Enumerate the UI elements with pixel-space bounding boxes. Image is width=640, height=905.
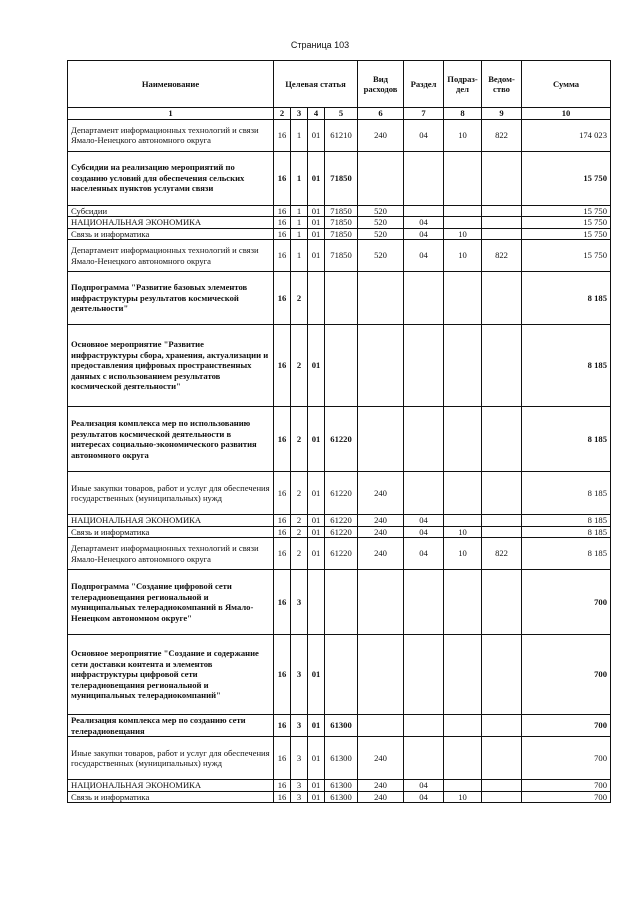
cell-target-code — [325, 570, 358, 635]
cell-target-program: 16 — [274, 119, 291, 151]
table-row — [68, 151, 611, 205]
table-row — [68, 272, 611, 325]
cell-target-code: 61220 — [325, 407, 358, 472]
cell-target-subprogram: 3 — [291, 737, 308, 780]
cell-subsection: 10 — [444, 538, 482, 570]
cell-department — [482, 151, 522, 205]
cell-target-event: 01 — [308, 515, 325, 527]
cell-expense-type — [358, 570, 404, 635]
table-row — [68, 217, 611, 229]
cell-target-event: 01 — [308, 205, 325, 217]
cell-target-subprogram: 2 — [291, 272, 308, 325]
cell-section: 04 — [404, 228, 444, 240]
cell-department — [482, 780, 522, 792]
table-row — [68, 791, 611, 803]
cell-subsection — [444, 635, 482, 715]
cell-target-subprogram: 2 — [291, 325, 308, 407]
header-row — [68, 61, 611, 108]
header-subsection: Подраз-дел — [444, 61, 482, 108]
cell-target-event: 01 — [308, 791, 325, 803]
cell-target-program: 16 — [274, 272, 291, 325]
cell-subsection — [444, 217, 482, 229]
cell-target-code: 61300 — [325, 737, 358, 780]
cell-target-subprogram: 3 — [291, 635, 308, 715]
cell-name: Иные закупки товаров, работ и услуг для обеспечения государственных (муниципальных) нужд — [68, 737, 274, 780]
table-row — [68, 515, 611, 527]
cell-expense-type — [358, 272, 404, 325]
header-sum: Сумма — [522, 61, 611, 108]
cell-department — [482, 205, 522, 217]
cell-target-subprogram: 1 — [291, 151, 308, 205]
cell-name: Подпрограмма "Развитие базовых элементов инфраструктуры результатов космической деятельности" — [68, 272, 274, 325]
cell-department — [482, 526, 522, 538]
cell-department — [482, 515, 522, 527]
cell-section: 04 — [404, 526, 444, 538]
cell-section — [404, 272, 444, 325]
cell-target-code: 71850 — [325, 240, 358, 272]
cell-sum: 8 185 — [522, 472, 611, 515]
cell-name: Субсидии — [68, 205, 274, 217]
cell-name: Связь и информатика — [68, 791, 274, 803]
cell-target-event: 01 — [308, 526, 325, 538]
cell-name: Департамент информационных технологий и связи Ямало-Ненецкого автономного округа — [68, 240, 274, 272]
column-index: 3 — [291, 108, 308, 120]
cell-sum: 8 185 — [522, 515, 611, 527]
cell-name: Основное мероприятие "Развитие инфраструктуры сбора, хранения, актуализации и предоставления цифровых пространственных данных с использованием результатов космической деятельности" — [68, 325, 274, 407]
table-row — [68, 715, 611, 737]
cell-expense-type: 520 — [358, 240, 404, 272]
cell-target-program: 16 — [274, 472, 291, 515]
cell-target-subprogram: 1 — [291, 228, 308, 240]
cell-target-event: 01 — [308, 472, 325, 515]
cell-target-code: 71850 — [325, 228, 358, 240]
cell-subsection: 10 — [444, 240, 482, 272]
cell-department — [482, 570, 522, 635]
cell-target-event: 01 — [308, 151, 325, 205]
cell-target-program: 16 — [274, 780, 291, 792]
cell-sum: 700 — [522, 791, 611, 803]
cell-subsection — [444, 472, 482, 515]
table-row — [68, 228, 611, 240]
cell-target-program: 16 — [274, 791, 291, 803]
cell-section: 04 — [404, 240, 444, 272]
column-index: 2 — [274, 108, 291, 120]
cell-subsection: 10 — [444, 228, 482, 240]
cell-target-event: 01 — [308, 538, 325, 570]
cell-expense-type — [358, 407, 404, 472]
cell-target-subprogram: 2 — [291, 538, 308, 570]
cell-target-program: 16 — [274, 570, 291, 635]
cell-target-program: 16 — [274, 151, 291, 205]
cell-target-program: 16 — [274, 407, 291, 472]
table-row — [68, 570, 611, 635]
cell-target-program: 16 — [274, 325, 291, 407]
cell-target-subprogram: 3 — [291, 715, 308, 737]
cell-subsection — [444, 715, 482, 737]
cell-section: 04 — [404, 515, 444, 527]
cell-target-code: 61220 — [325, 526, 358, 538]
cell-sum: 15 750 — [522, 217, 611, 229]
cell-target-program: 16 — [274, 240, 291, 272]
cell-subsection — [444, 325, 482, 407]
column-index: 8 — [444, 108, 482, 120]
table-row — [68, 780, 611, 792]
cell-sum: 15 750 — [522, 228, 611, 240]
table-row — [68, 472, 611, 515]
cell-target-event: 01 — [308, 325, 325, 407]
header-section: Раздел — [404, 61, 444, 108]
cell-target-subprogram: 2 — [291, 515, 308, 527]
cell-target-program: 16 — [274, 228, 291, 240]
cell-target-code: 71850 — [325, 205, 358, 217]
table-row — [68, 240, 611, 272]
cell-department — [482, 272, 522, 325]
cell-subsection — [444, 737, 482, 780]
cell-target-code: 61220 — [325, 538, 358, 570]
cell-expense-type: 240 — [358, 526, 404, 538]
cell-target-subprogram: 2 — [291, 526, 308, 538]
cell-sum: 700 — [522, 715, 611, 737]
cell-target-code — [325, 325, 358, 407]
cell-target-subprogram: 1 — [291, 217, 308, 229]
cell-expense-type: 520 — [358, 228, 404, 240]
cell-department — [482, 228, 522, 240]
cell-sum: 8 185 — [522, 526, 611, 538]
cell-target-code: 61220 — [325, 515, 358, 527]
cell-name: Подпрограмма "Создание цифровой сети телерадиовещания региональной и муниципальных телерадиокомпаний в Ямало-Ненецком автономном округе" — [68, 570, 274, 635]
cell-sum: 8 185 — [522, 407, 611, 472]
cell-target-code: 61300 — [325, 715, 358, 737]
column-index: 5 — [325, 108, 358, 120]
cell-section — [404, 151, 444, 205]
cell-target-code: 61210 — [325, 119, 358, 151]
cell-section — [404, 325, 444, 407]
cell-department — [482, 737, 522, 780]
column-index: 10 — [522, 108, 611, 120]
cell-section: 04 — [404, 217, 444, 229]
cell-name: Основное мероприятие "Создание и содержание сети доставки контента и элементов инфраструктуры цифровой сети телерадиовещания региональной и муниципальных телерадиокомпаний" — [68, 635, 274, 715]
cell-expense-type — [358, 635, 404, 715]
cell-target-code: 71850 — [325, 151, 358, 205]
cell-target-event: 01 — [308, 240, 325, 272]
cell-department — [482, 325, 522, 407]
cell-target-subprogram: 2 — [291, 472, 308, 515]
cell-target-program: 16 — [274, 635, 291, 715]
cell-sum: 174 023 — [522, 119, 611, 151]
cell-target-program: 16 — [274, 515, 291, 527]
cell-name: Связь и информатика — [68, 526, 274, 538]
cell-department — [482, 635, 522, 715]
cell-section — [404, 635, 444, 715]
cell-name: НАЦИОНАЛЬНАЯ ЭКОНОМИКА — [68, 515, 274, 527]
cell-target-subprogram: 3 — [291, 791, 308, 803]
cell-section — [404, 715, 444, 737]
cell-target-code: 61300 — [325, 791, 358, 803]
header-expense-type: Вид расходов — [358, 61, 404, 108]
table-row — [68, 205, 611, 217]
cell-sum: 700 — [522, 780, 611, 792]
cell-name: Связь и информатика — [68, 228, 274, 240]
cell-target-code: 61220 — [325, 472, 358, 515]
cell-target-subprogram: 1 — [291, 240, 308, 272]
header-department: Ведом-ство — [482, 61, 522, 108]
cell-subsection — [444, 570, 482, 635]
cell-sum: 15 750 — [522, 240, 611, 272]
cell-sum: 700 — [522, 635, 611, 715]
cell-expense-type: 240 — [358, 472, 404, 515]
cell-target-event: 01 — [308, 715, 325, 737]
cell-subsection — [444, 151, 482, 205]
table-row — [68, 737, 611, 780]
cell-expense-type: 240 — [358, 515, 404, 527]
cell-expense-type: 520 — [358, 217, 404, 229]
cell-target-event — [308, 272, 325, 325]
table-row — [68, 526, 611, 538]
cell-target-program: 16 — [274, 205, 291, 217]
table-row — [68, 325, 611, 407]
cell-target-subprogram: 3 — [291, 780, 308, 792]
cell-target-program: 16 — [274, 538, 291, 570]
table-row — [68, 538, 611, 570]
column-index: 9 — [482, 108, 522, 120]
cell-sum: 700 — [522, 570, 611, 635]
column-index: 4 — [308, 108, 325, 120]
cell-expense-type — [358, 715, 404, 737]
budget-table — [67, 60, 611, 803]
cell-expense-type: 520 — [358, 205, 404, 217]
cell-department — [482, 472, 522, 515]
cell-target-code: 71850 — [325, 217, 358, 229]
cell-target-subprogram: 2 — [291, 407, 308, 472]
cell-target-code — [325, 272, 358, 325]
table-row — [68, 119, 611, 151]
cell-section — [404, 472, 444, 515]
table-row — [68, 407, 611, 472]
cell-name: Субсидии на реализацию мероприятий по созданию условий для обеспечения сельских населенных пунктов услугами связи — [68, 151, 274, 205]
cell-name: Реализация комплекса мер по использованию результатов космической деятельности в интересах социально-экономического развития автономного округа — [68, 407, 274, 472]
cell-expense-type: 240 — [358, 780, 404, 792]
cell-section — [404, 205, 444, 217]
cell-target-event: 01 — [308, 119, 325, 151]
page-number-label: Страница 103 — [290, 40, 350, 50]
cell-target-subprogram: 1 — [291, 119, 308, 151]
cell-name: НАЦИОНАЛЬНАЯ ЭКОНОМИКА — [68, 780, 274, 792]
cell-department: 822 — [482, 119, 522, 151]
cell-name: НАЦИОНАЛЬНАЯ ЭКОНОМИКА — [68, 217, 274, 229]
cell-department — [482, 791, 522, 803]
column-index: 7 — [404, 108, 444, 120]
cell-name: Иные закупки товаров, работ и услуг для обеспечения государственных (муниципальных) нужд — [68, 472, 274, 515]
cell-target-program: 16 — [274, 737, 291, 780]
cell-expense-type: 240 — [358, 538, 404, 570]
cell-department — [482, 407, 522, 472]
cell-target-program: 16 — [274, 715, 291, 737]
cell-name: Департамент информационных технологий и связи Ямало-Ненецкого автономного округа — [68, 538, 274, 570]
cell-sum: 8 185 — [522, 272, 611, 325]
cell-section: 04 — [404, 119, 444, 151]
cell-sum: 8 185 — [522, 325, 611, 407]
header-name: Наименование — [68, 61, 274, 108]
column-index: 1 — [68, 108, 274, 120]
column-index: 6 — [358, 108, 404, 120]
cell-target-event: 01 — [308, 737, 325, 780]
cell-target-subprogram: 3 — [291, 570, 308, 635]
cell-department — [482, 715, 522, 737]
cell-sum: 700 — [522, 737, 611, 780]
cell-section — [404, 737, 444, 780]
cell-section: 04 — [404, 791, 444, 803]
cell-subsection — [444, 272, 482, 325]
cell-expense-type: 240 — [358, 737, 404, 780]
cell-expense-type: 240 — [358, 119, 404, 151]
cell-section: 04 — [404, 538, 444, 570]
cell-name: Реализация комплекса мер по созданию сети телерадиовещания — [68, 715, 274, 737]
cell-target-program: 16 — [274, 526, 291, 538]
cell-section: 04 — [404, 780, 444, 792]
cell-section — [404, 570, 444, 635]
cell-department: 822 — [482, 538, 522, 570]
cell-subsection: 10 — [444, 791, 482, 803]
cell-subsection — [444, 205, 482, 217]
cell-sum: 8 185 — [522, 538, 611, 570]
cell-target-code — [325, 635, 358, 715]
cell-target-subprogram: 1 — [291, 205, 308, 217]
table-body — [68, 119, 611, 803]
header-target-article: Целевая статья — [274, 61, 358, 108]
cell-sum: 15 750 — [522, 205, 611, 217]
cell-name: Департамент информационных технологий и связи Ямало-Ненецкого автономного округа — [68, 119, 274, 151]
cell-subsection — [444, 407, 482, 472]
cell-sum: 15 750 — [522, 151, 611, 205]
cell-expense-type — [358, 151, 404, 205]
table-row — [68, 635, 611, 715]
cell-subsection: 10 — [444, 526, 482, 538]
cell-subsection — [444, 515, 482, 527]
cell-target-event: 01 — [308, 407, 325, 472]
cell-subsection: 10 — [444, 119, 482, 151]
cell-department: 822 — [482, 240, 522, 272]
cell-section — [404, 407, 444, 472]
cell-expense-type — [358, 325, 404, 407]
cell-target-program: 16 — [274, 217, 291, 229]
cell-target-event: 01 — [308, 228, 325, 240]
cell-target-code: 61300 — [325, 780, 358, 792]
cell-target-event: 01 — [308, 635, 325, 715]
cell-target-event: 01 — [308, 217, 325, 229]
column-index-row — [68, 108, 611, 120]
cell-expense-type: 240 — [358, 791, 404, 803]
cell-target-event: 01 — [308, 780, 325, 792]
cell-target-event — [308, 570, 325, 635]
cell-subsection — [444, 780, 482, 792]
cell-department — [482, 217, 522, 229]
